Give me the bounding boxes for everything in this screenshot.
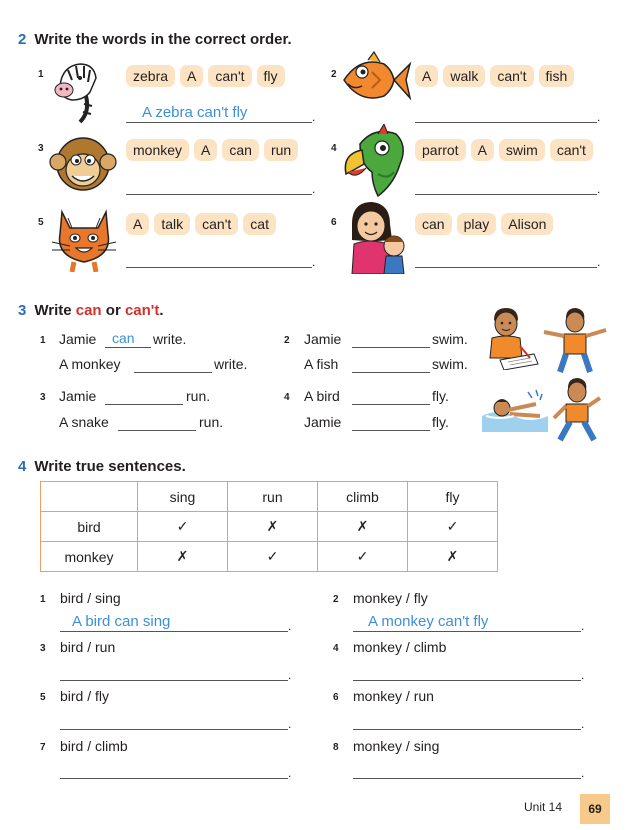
word-chip[interactable]: Alison xyxy=(501,213,553,235)
answer-line[interactable] xyxy=(353,729,581,730)
word-chip[interactable]: A xyxy=(126,213,149,235)
subject-text: Jamie xyxy=(59,331,97,347)
word-chip[interactable]: monkey xyxy=(126,139,189,161)
answer-line[interactable] xyxy=(126,267,312,268)
full-stop: . xyxy=(597,255,601,269)
full-stop: . xyxy=(312,255,316,269)
word-chip[interactable]: can't xyxy=(490,65,533,87)
word-chip[interactable]: parrot xyxy=(415,139,466,161)
full-stop: . xyxy=(581,717,585,731)
check-mark: ✓ xyxy=(228,542,318,572)
word-chip[interactable]: can xyxy=(222,139,259,161)
answer-blank[interactable] xyxy=(134,372,212,373)
subject-text: A bird xyxy=(304,388,340,404)
answer-blank[interactable] xyxy=(352,404,430,405)
table-header-cell xyxy=(41,482,138,512)
answer-text: A monkey can't fly xyxy=(368,613,489,630)
ex4-item-number: 2 xyxy=(333,594,339,605)
verb-text: write. xyxy=(153,331,187,347)
check-mark: ✓ xyxy=(318,542,408,572)
answer-blank[interactable] xyxy=(118,430,196,431)
boy-swimming-illustration xyxy=(480,386,550,432)
word-chip[interactable]: zebra xyxy=(126,65,175,87)
ex2-item-number: 6 xyxy=(331,217,337,228)
fish-icon xyxy=(340,50,412,112)
word-chip[interactable]: fish xyxy=(539,65,575,87)
ex3-item-number: 4 xyxy=(284,392,290,403)
abilities-table xyxy=(40,481,498,572)
unit-label: Unit 14 xyxy=(524,800,563,814)
ex4-item-number: 4 xyxy=(333,643,339,654)
subject-text: Jamie xyxy=(304,414,342,430)
check-mark: ✓ xyxy=(138,512,228,542)
word-chip[interactable]: can xyxy=(415,213,452,235)
table-header-cell: run xyxy=(228,482,318,512)
exercise-3-title: 3 Write can or can't. xyxy=(18,302,164,319)
word-chips-2 xyxy=(415,65,574,87)
verb-text: run. xyxy=(186,388,211,404)
word-chip[interactable]: fly xyxy=(257,65,285,87)
prompt-text: bird / climb xyxy=(60,738,128,754)
word-chips-5 xyxy=(126,213,276,235)
answer-blank[interactable] xyxy=(105,347,151,348)
boy-running-illustration xyxy=(548,378,606,444)
full-stop: . xyxy=(597,182,601,196)
cross-mark: ✗ xyxy=(138,542,228,572)
answer-line[interactable] xyxy=(126,194,312,195)
subject-text: Jamie xyxy=(304,331,342,347)
check-mark: ✓ xyxy=(408,512,498,542)
subject-text: A monkey xyxy=(59,356,121,372)
prompt-text: monkey / climb xyxy=(353,639,447,655)
answer-text: A zebra can't fly xyxy=(142,104,248,121)
ex4-item-number: 1 xyxy=(40,594,46,605)
table-row xyxy=(41,512,498,542)
full-stop: . xyxy=(312,110,316,124)
ex2-item-number: 4 xyxy=(331,143,337,154)
parrot-icon xyxy=(338,124,412,200)
full-stop: . xyxy=(288,766,292,780)
ex2-item-number: 5 xyxy=(38,217,44,228)
ex4-item-number: 6 xyxy=(333,692,339,703)
word-chip[interactable]: A xyxy=(471,139,494,161)
word-chips-3 xyxy=(126,139,298,161)
prompt-text: monkey / fly xyxy=(353,590,428,606)
full-stop: . xyxy=(597,110,601,124)
answer-line[interactable] xyxy=(60,778,288,779)
answer-text: can xyxy=(112,330,135,346)
word-chip[interactable]: swim xyxy=(499,139,545,161)
full-stop: . xyxy=(581,766,585,780)
word-chip[interactable]: can't xyxy=(550,139,593,161)
word-chip[interactable]: can't xyxy=(208,65,251,87)
answer-text: A bird can sing xyxy=(72,613,171,630)
boy-writing-illustration xyxy=(482,306,540,370)
row-label: monkey xyxy=(41,542,138,572)
monkey-icon xyxy=(48,128,118,200)
cross-mark: ✗ xyxy=(408,542,498,572)
word-chips-6 xyxy=(415,213,553,235)
page-number: 69 xyxy=(580,794,610,824)
word-chip[interactable]: talk xyxy=(154,213,190,235)
cross-mark: ✗ xyxy=(318,512,408,542)
word-chip[interactable]: can't xyxy=(195,213,238,235)
ex4-item-number: 8 xyxy=(333,742,339,753)
word-chip[interactable]: A xyxy=(180,65,203,87)
full-stop: . xyxy=(288,619,292,633)
table-header-cell: climb xyxy=(318,482,408,512)
answer-blank[interactable] xyxy=(352,372,430,373)
table-row xyxy=(41,542,498,572)
full-stop: . xyxy=(581,668,585,682)
answer-line[interactable] xyxy=(60,680,288,681)
word-chip[interactable]: cat xyxy=(243,213,276,235)
zebra-icon xyxy=(50,56,108,126)
ex4-item-number: 5 xyxy=(40,692,46,703)
subject-text: A fish xyxy=(304,356,339,372)
prompt-text: monkey / run xyxy=(353,688,434,704)
answer-line[interactable] xyxy=(60,729,288,730)
exercise-2-title: 2 Write the words in the correct order. xyxy=(18,31,292,48)
answer-line[interactable] xyxy=(353,778,581,779)
answer-blank[interactable] xyxy=(352,430,430,431)
subject-text: A snake xyxy=(59,414,109,430)
verb-text: run. xyxy=(199,414,224,430)
ex2-item-number: 1 xyxy=(38,69,44,80)
word-chip[interactable]: A xyxy=(415,65,438,87)
verb-text: fly. xyxy=(432,414,449,430)
ex3-item-number: 3 xyxy=(40,392,46,403)
full-stop: . xyxy=(288,668,292,682)
ex3-item-number: 2 xyxy=(284,335,290,346)
answer-blank[interactable] xyxy=(105,404,183,405)
table-header-cell: sing xyxy=(138,482,228,512)
ex4-item-number: 3 xyxy=(40,643,46,654)
answer-line[interactable] xyxy=(415,194,597,195)
cross-mark: ✗ xyxy=(228,512,318,542)
word-chips-1 xyxy=(126,65,285,87)
full-stop: . xyxy=(312,182,316,196)
answer-line[interactable] xyxy=(353,680,581,681)
verb-text: write. xyxy=(214,356,248,372)
verb-text: fly. xyxy=(432,388,449,404)
answer-line[interactable] xyxy=(353,631,581,632)
answer-line[interactable] xyxy=(415,122,597,123)
prompt-text: bird / fly xyxy=(60,688,110,704)
ex2-item-number: 3 xyxy=(38,143,44,154)
subject-text: Jamie xyxy=(59,388,97,404)
girl-with-doll-icon xyxy=(344,198,412,274)
full-stop: . xyxy=(581,619,585,633)
exercise-4-title: 4 Write true sentences. xyxy=(18,458,186,475)
word-chip[interactable]: play xyxy=(457,213,497,235)
word-chip[interactable]: A xyxy=(194,139,217,161)
ex3-item-number: 1 xyxy=(40,335,46,346)
row-label: bird xyxy=(41,512,138,542)
boy-swimming-arms-illustration xyxy=(540,308,608,376)
prompt-text: bird / run xyxy=(60,639,116,655)
prompt-text: monkey / sing xyxy=(353,738,440,754)
full-stop: . xyxy=(288,717,292,731)
table-header-cell: fly xyxy=(408,482,498,512)
verb-text: swim. xyxy=(432,356,468,372)
ex4-item-number: 7 xyxy=(40,742,46,753)
table-header-row xyxy=(41,482,498,512)
answer-line[interactable] xyxy=(126,122,312,123)
verb-text: swim. xyxy=(432,331,468,347)
answer-blank[interactable] xyxy=(352,347,430,348)
answer-line[interactable] xyxy=(60,631,288,632)
prompt-text: bird / sing xyxy=(60,590,121,606)
answer-line[interactable] xyxy=(415,267,597,268)
cat-icon xyxy=(48,204,120,272)
word-chip[interactable]: run xyxy=(264,139,298,161)
ex2-item-number: 2 xyxy=(331,69,337,80)
word-chip[interactable]: walk xyxy=(443,65,485,87)
word-chips-4 xyxy=(415,139,593,161)
